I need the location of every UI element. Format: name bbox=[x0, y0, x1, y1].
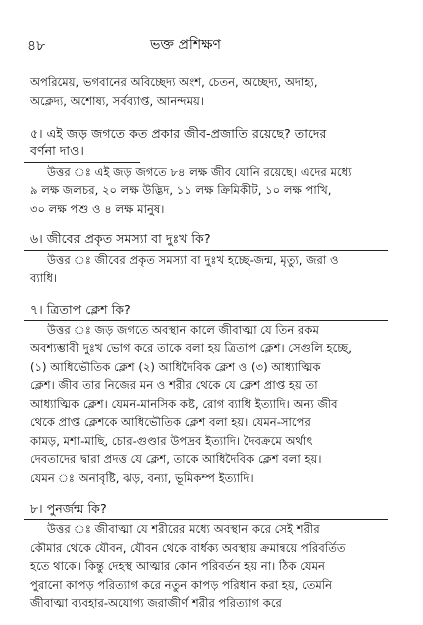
answer-line: উত্তর ঃ জড় জগতে অবস্থান কালে জীবাত্মা যে তিন রকম bbox=[47, 323, 319, 337]
text-line: অপরিমেয়, ভগবানের অবিচ্ছেদ্য অংশ, চেতন, অচ্ছেদ্য, অদাহ্য, bbox=[30, 75, 318, 89]
text-line: অক্লেদ্য, অশোষ্য, সর্বব্যাপ্ত, আনন্দময়। bbox=[30, 94, 204, 108]
text-line: ক্লেশ। জীব তার নিজের মন ও শরীর থেকে যে ক্লেশ প্রাপ্ত হয় তা bbox=[30, 378, 318, 392]
text-line: কৌমার থেকে যৌবন, যৌবন থেকে বার্ধক্য অবস্থায় ক্রমান্বয়ে পরিবর্তিত bbox=[30, 541, 346, 555]
divider bbox=[24, 250, 388, 251]
text-line: অবশ্যম্ভাবী দুঃখ ভোগ করে তাকে বলা হয় ত্রিতাপ ক্লেশ। সেগুলি হচ্ছে, bbox=[30, 341, 352, 355]
divider bbox=[24, 162, 140, 163]
question-8: ৮। পুনর্জন্ম কি? bbox=[30, 501, 107, 516]
text-line: দেবতাদের দ্বারা প্রদত্ত যে ক্লেশ, তাকে আধিদৈবিক ক্লেশ বলা হয়। bbox=[30, 452, 322, 466]
text-line: পুরানো কাপড় পরিত্যাগ করে নতুন কাপড় পরিধান করা হয়, তেমনি bbox=[30, 578, 333, 592]
divider bbox=[24, 519, 388, 520]
text-line: ৩০ লক্ষ পশু ও ৪ লক্ষ মানুষ। bbox=[30, 202, 165, 216]
answer-line: উত্তর ঃ এই জড় জগতে ৮৪ লক্ষ জীব যোনি রয়েছে। এদের মধ্যে bbox=[47, 165, 352, 179]
answer-line: উত্তর ঃ জীবের প্রকৃত সমস্যা বা দুঃখ হচ্ছে-জন্ম, মৃত্যু, জরা ও bbox=[47, 253, 339, 267]
question-7: ৭। ত্রিতাপ ক্লেশ কি? bbox=[30, 302, 131, 317]
text-line: হতে থাকে। কিন্তু দেহস্থ আত্মার কোন পরিবর্তন হয় না। ঠিক যেমন bbox=[30, 559, 325, 573]
text-line: ৯ লক্ষ জলচর, ২০ লক্ষ উদ্ভিদ, ১১ লক্ষ ক্রিমিকীট, ১০ লক্ষ পাখি, bbox=[30, 183, 332, 197]
question-5: ৫। এই জড় জগতে কত প্রকার জীব-প্রজাতি রয়েছে? তাদের bbox=[30, 126, 327, 141]
running-header: ভক্ত প্রশিক্ষণ bbox=[150, 37, 222, 53]
text-line: কামড়, মশা-মাছি, চোর-গুণ্ডার উপদ্রব ইত্যাদি। দৈবক্রমে অর্থাৎ bbox=[30, 434, 313, 448]
text-line: জীবাত্মা ব্যবহার-অযোগ্য জরাজীর্ণ শরীর পরিত্যাগ করে bbox=[30, 596, 282, 610]
question-5-cont: বর্ণনা দাও। bbox=[30, 143, 84, 158]
question-6: ৬। জীবের প্রকৃত সমস্যা বা দুঃখ কি? bbox=[30, 231, 211, 246]
text-line: (১) আধিভৌতিক ক্লেশ (২) আধিদৈবিক ক্লেশ ও (৩) আধ্যাত্মিক bbox=[30, 360, 321, 374]
text-line: আধ্যাত্মিক ক্লেশ। যেমন-মানসিক কষ্ট, রোগ ব্যাধি ইত্যাদি। অন্য জীব bbox=[30, 397, 338, 411]
divider bbox=[24, 320, 388, 321]
text-line: থেকে প্রাপ্ত ক্লেশকে আধিভৌতিক ক্লেশ বলা হয়। যেমন-সাপের bbox=[30, 415, 311, 429]
text-line: যেমন ঃ অনাবৃষ্টি, ঝড়, বন্যা, ভূমিকম্প ইত্যাদি। bbox=[30, 471, 254, 485]
page-number: ৪৮ bbox=[27, 38, 46, 54]
answer-line: উত্তর ঃ জীবাত্মা যে শরীরের মধ্যে অবস্থান করে সেই শরীর bbox=[47, 522, 320, 536]
text-line: ব্যাধি। bbox=[30, 271, 58, 285]
